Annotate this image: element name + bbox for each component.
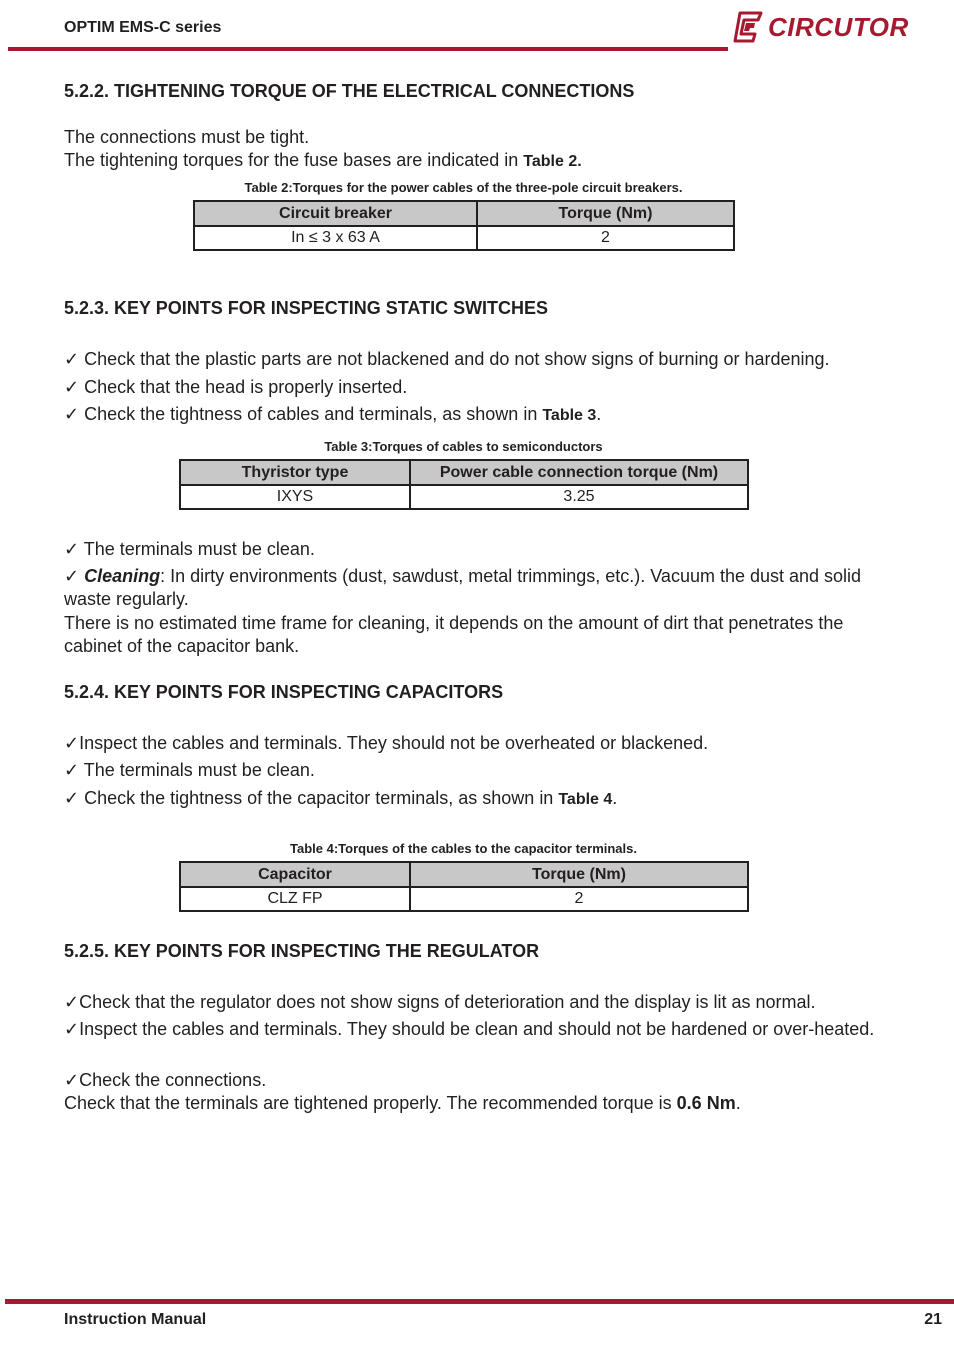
heading-5-2-5: 5.2.5. KEY POINTS FOR INSPECTING THE REGULATOR [64,941,540,961]
check-item: ✓ Check that the head is properly inserted. [64,377,408,397]
table-header-cell: Thyristor type [180,460,410,485]
check-item: ✓Check that the regulator does not show signs of deterioration and the display is lit as normal. [64,992,816,1012]
circutor-logo [731,10,909,44]
check-item: ✓ The terminals must be clean. [64,539,315,559]
table-header-cell: Torque (Nm) [410,862,748,887]
page-number: 21 [924,1311,942,1328]
torque-table-circuit-breakers [193,200,735,251]
table-cell: IXYS [180,485,410,509]
table-row [194,226,734,250]
table-caption: Table 3:Torques of cables to semiconductors [324,439,603,454]
table-cell: 2 [410,887,748,911]
check-item: ✓ Cleaning: In dirty environments (dust, sawdust, metal trimmings, etc.). Vacuum the dust and solid waste regularly. [64,566,862,609]
table-header-cell: Circuit breaker [194,201,477,226]
table-caption: Table 4:Torques of the cables to the capacitor terminals. [290,841,637,856]
paragraph: Check that the terminals are tightened properly. The recommended torque is 0.6 Nm. [64,1093,741,1113]
paragraph: The tightening torques for the fuse bases are indicated in Table 2. [64,150,582,170]
check-item: ✓Inspect the cables and terminals. They should not be overheated or blackened. [64,733,709,753]
header-rule [8,47,728,51]
paragraph: The connections must be tight. [64,127,310,147]
check-item: ✓ The terminals must be clean. [64,760,315,780]
check-item: ✓ Check the tightness of cables and terminals, as shown in Table 3. [64,404,602,424]
table-reference: Table 2. [523,153,582,170]
footer-document-title: Instruction Manual [64,1311,207,1328]
table-row [180,887,748,911]
heading-5-2-4: 5.2.4. KEY POINTS FOR INSPECTING CAPACITORS [64,682,504,702]
table-cell: 2 [477,226,734,250]
emphasis: Cleaning [84,566,161,586]
check-item: ✓ Check that the plastic parts are not blackened and do not show signs of burning or hardening. [64,349,830,369]
heading-5-2-3: 5.2.3. KEY POINTS FOR INSPECTING STATIC SWITCHES [64,298,549,318]
table-header-cell: Capacitor [180,862,410,887]
torque-table-capacitors [179,861,749,912]
heading-5-2-2: 5.2.2. TIGHTENING TORQUE OF THE ELECTRICAL CONNECTIONS [64,81,635,101]
paragraph: There is no estimated time frame for cleaning, it depends on the amount of dirt that penetrates the cabinet of the capacitor bank. [64,613,844,656]
check-item: ✓Inspect the cables and terminals. They should be clean and should not be hardened or over-heated. [64,1019,875,1039]
footer-rule [5,1299,954,1304]
table-row [180,485,748,509]
table-header-cell: Torque (Nm) [477,201,734,226]
header-title: OPTIM EMS-C series [64,19,222,36]
check-item: ✓ Check the tightness of the capacitor terminals, as shown in Table 4. [64,788,618,808]
check-item: ✓Check the connections. [64,1070,267,1090]
brand-name: CIRCUTOR [768,12,909,42]
table-cell: In ≤ 3 x 63 A [194,226,477,250]
table-header-cell: Power cable connection torque (Nm) [410,460,748,485]
table-reference: Table 3 [542,407,597,424]
torque-table-semiconductors [179,459,749,510]
circutor-logo-icon [731,10,765,44]
table-cell: CLZ FP [180,887,410,911]
table-caption: Table 2:Torques for the power cables of the three-pole circuit breakers. [244,180,683,195]
table-cell: 3.25 [410,485,748,509]
torque-value: 0.6 Nm [676,1093,736,1113]
table-reference: Table 4 [558,791,613,808]
